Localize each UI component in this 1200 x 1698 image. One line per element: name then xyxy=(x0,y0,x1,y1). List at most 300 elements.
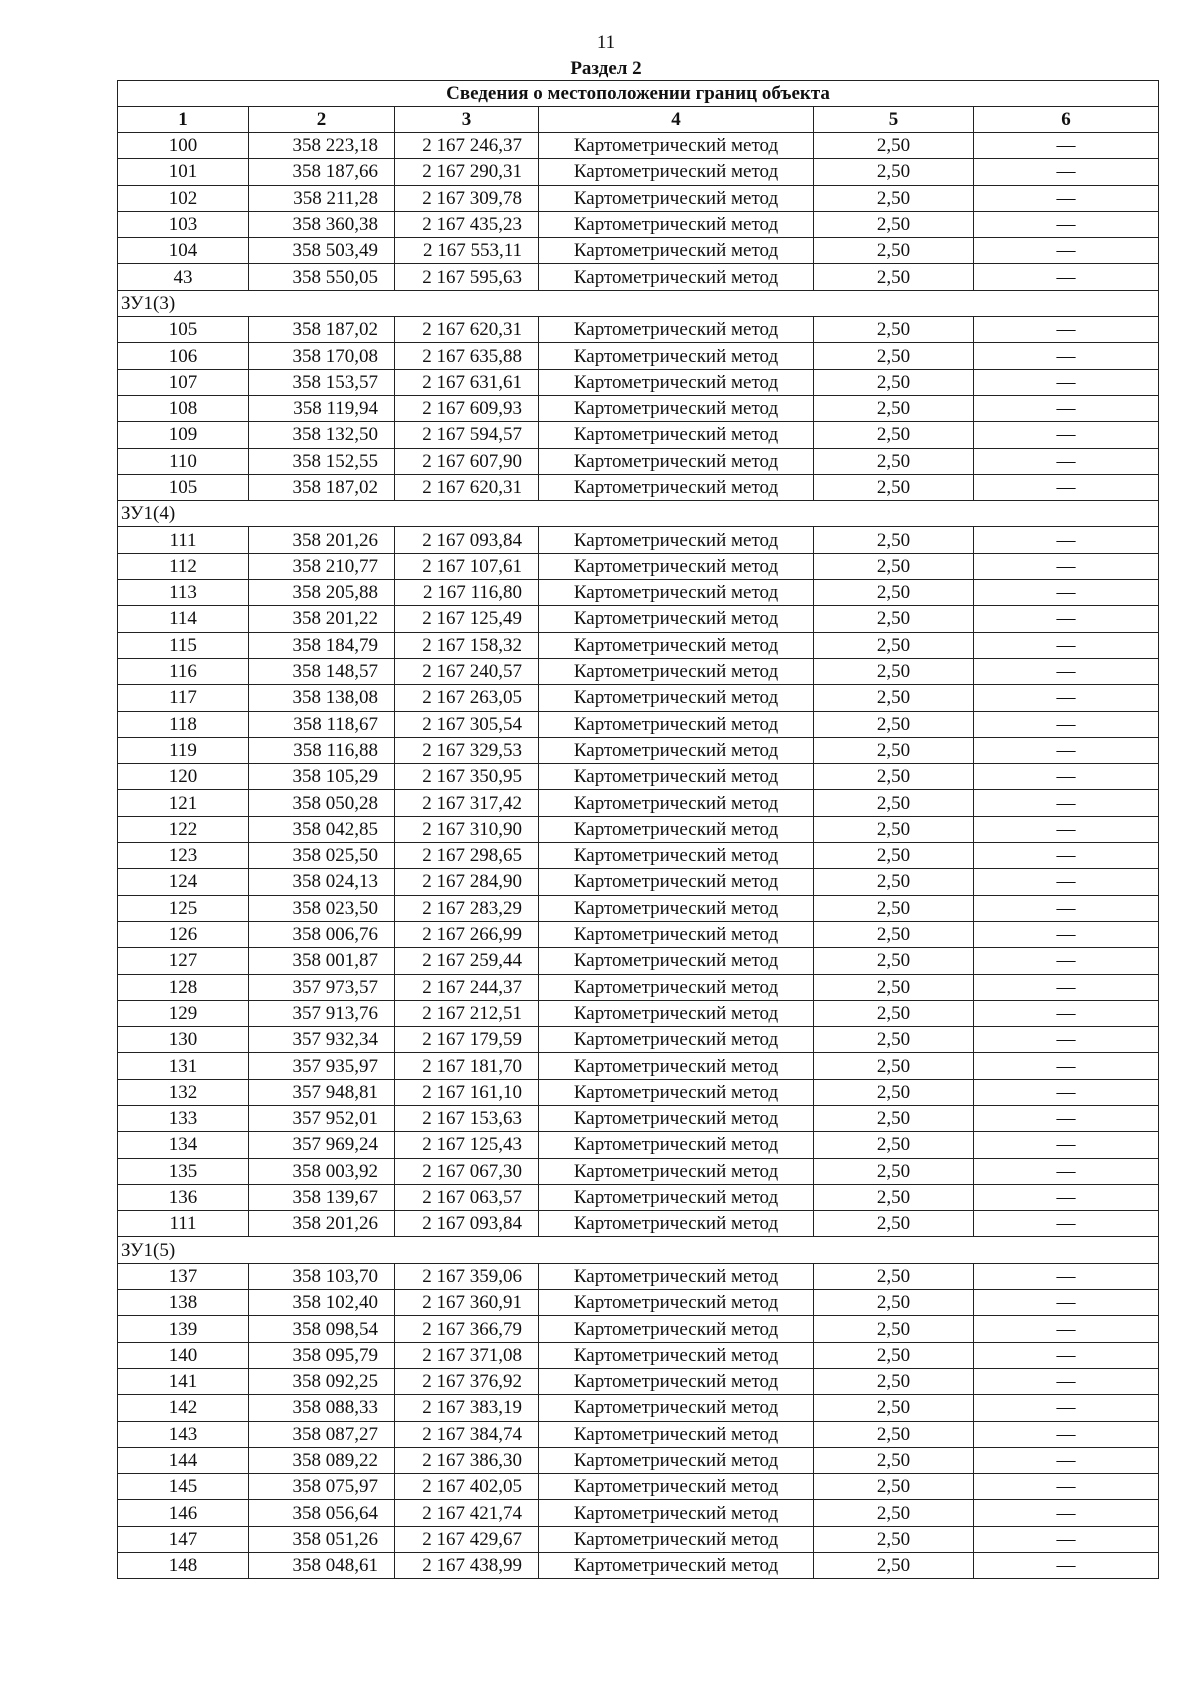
table-row xyxy=(118,1263,1159,1289)
method-cell: Картометрический метод xyxy=(539,185,814,211)
method-cell: Картометрический метод xyxy=(539,895,814,921)
point-number-cell: 123 xyxy=(118,843,249,869)
y-coordinate-cell: 2 167 244,37 xyxy=(395,974,539,1000)
accuracy-cell: 2,50 xyxy=(814,1184,974,1210)
y-coordinate-cell: 2 167 309,78 xyxy=(395,185,539,211)
point-number-cell: 102 xyxy=(118,185,249,211)
accuracy-cell: 2,50 xyxy=(814,1342,974,1368)
y-coordinate-cell: 2 167 310,90 xyxy=(395,816,539,842)
point-number-cell: 126 xyxy=(118,921,249,947)
method-cell: Картометрический метод xyxy=(539,869,814,895)
note-cell: — xyxy=(974,1526,1159,1552)
y-coordinate-cell: 2 167 290,31 xyxy=(395,159,539,185)
table-row xyxy=(118,948,1159,974)
y-coordinate-cell: 2 167 153,63 xyxy=(395,1105,539,1131)
accuracy-cell: 2,50 xyxy=(814,238,974,264)
method-cell: Картометрический метод xyxy=(539,1447,814,1473)
accuracy-cell: 2,50 xyxy=(814,343,974,369)
x-coordinate-cell: 357 973,57 xyxy=(249,974,395,1000)
table-row xyxy=(118,1526,1159,1552)
point-number-cell: 111 xyxy=(118,527,249,553)
x-coordinate-cell: 358 211,28 xyxy=(249,185,395,211)
point-number-cell: 118 xyxy=(118,711,249,737)
table-row xyxy=(118,1079,1159,1105)
method-cell: Картометрический метод xyxy=(539,1395,814,1421)
y-coordinate-cell: 2 167 107,61 xyxy=(395,553,539,579)
y-coordinate-cell: 2 167 125,49 xyxy=(395,606,539,632)
point-number-cell: 138 xyxy=(118,1290,249,1316)
method-cell: Картометрический метод xyxy=(539,1342,814,1368)
accuracy-cell: 2,50 xyxy=(814,1395,974,1421)
y-coordinate-cell: 2 167 179,59 xyxy=(395,1027,539,1053)
table-row xyxy=(118,185,1159,211)
method-cell: Картометрический метод xyxy=(539,711,814,737)
point-number-cell: 119 xyxy=(118,737,249,763)
method-cell: Картометрический метод xyxy=(539,658,814,684)
point-number-cell: 107 xyxy=(118,369,249,395)
table-row xyxy=(118,1342,1159,1368)
point-number-cell: 127 xyxy=(118,948,249,974)
y-coordinate-cell: 2 167 438,99 xyxy=(395,1553,539,1579)
y-coordinate-cell: 2 167 298,65 xyxy=(395,843,539,869)
y-coordinate-cell: 2 167 594,57 xyxy=(395,422,539,448)
point-number-cell: 135 xyxy=(118,1158,249,1184)
note-cell: — xyxy=(974,1079,1159,1105)
note-cell: — xyxy=(974,474,1159,500)
point-number-cell: 132 xyxy=(118,1079,249,1105)
note-cell: — xyxy=(974,317,1159,343)
point-number-cell: 106 xyxy=(118,343,249,369)
x-coordinate-cell: 358 153,57 xyxy=(249,369,395,395)
y-coordinate-cell: 2 167 116,80 xyxy=(395,580,539,606)
y-coordinate-cell: 2 167 161,10 xyxy=(395,1079,539,1105)
y-coordinate-cell: 2 167 212,51 xyxy=(395,1000,539,1026)
point-number-cell: 109 xyxy=(118,422,249,448)
method-cell: Картометрический метод xyxy=(539,1316,814,1342)
accuracy-cell: 2,50 xyxy=(814,1421,974,1447)
accuracy-cell: 2,50 xyxy=(814,658,974,684)
note-cell: — xyxy=(974,211,1159,237)
page-number: 11 xyxy=(596,32,616,53)
accuracy-cell: 2,50 xyxy=(814,974,974,1000)
table-row xyxy=(118,658,1159,684)
note-cell: — xyxy=(974,1211,1159,1237)
column-header: 5 xyxy=(814,107,974,133)
point-number-cell: 128 xyxy=(118,974,249,1000)
section-title: Раздел 2 xyxy=(570,58,642,79)
method-cell: Картометрический метод xyxy=(539,816,814,842)
table-row xyxy=(118,1184,1159,1210)
accuracy-cell: 2,50 xyxy=(814,553,974,579)
table-body xyxy=(118,133,1159,1579)
x-coordinate-cell: 358 187,02 xyxy=(249,474,395,500)
accuracy-cell: 2,50 xyxy=(814,133,974,159)
accuracy-cell: 2,50 xyxy=(814,843,974,869)
accuracy-cell: 2,50 xyxy=(814,1079,974,1105)
method-cell: Картометрический метод xyxy=(539,685,814,711)
method-cell: Картометрический метод xyxy=(539,1211,814,1237)
accuracy-cell: 2,50 xyxy=(814,1053,974,1079)
table-row xyxy=(118,737,1159,763)
column-header: 1 xyxy=(118,107,249,133)
note-cell: — xyxy=(974,632,1159,658)
coordinates-table xyxy=(117,80,1159,1579)
x-coordinate-cell: 358 006,76 xyxy=(249,921,395,947)
x-coordinate-cell: 358 023,50 xyxy=(249,895,395,921)
y-coordinate-cell: 2 167 259,44 xyxy=(395,948,539,974)
table-row xyxy=(118,343,1159,369)
y-coordinate-cell: 2 167 283,29 xyxy=(395,895,539,921)
y-coordinate-cell: 2 167 620,31 xyxy=(395,474,539,500)
group-header-row xyxy=(118,1237,1159,1263)
table-row xyxy=(118,1395,1159,1421)
table-row xyxy=(118,1553,1159,1579)
y-coordinate-cell: 2 167 435,23 xyxy=(395,211,539,237)
method-cell: Картометрический метод xyxy=(539,1053,814,1079)
x-coordinate-cell: 358 139,67 xyxy=(249,1184,395,1210)
note-cell: — xyxy=(974,580,1159,606)
method-cell: Картометрический метод xyxy=(539,264,814,290)
method-cell: Картометрический метод xyxy=(539,317,814,343)
table-row xyxy=(118,527,1159,553)
table-row xyxy=(118,1421,1159,1447)
y-coordinate-cell: 2 167 421,74 xyxy=(395,1500,539,1526)
point-number-cell: 148 xyxy=(118,1553,249,1579)
column-header-row xyxy=(118,107,1159,133)
table-row xyxy=(118,553,1159,579)
y-coordinate-cell: 2 167 093,84 xyxy=(395,527,539,553)
note-cell: — xyxy=(974,1368,1159,1394)
point-number-cell: 111 xyxy=(118,1211,249,1237)
method-cell: Картометрический метод xyxy=(539,1158,814,1184)
y-coordinate-cell: 2 167 125,43 xyxy=(395,1132,539,1158)
method-cell: Картометрический метод xyxy=(539,580,814,606)
table-row xyxy=(118,264,1159,290)
note-cell: — xyxy=(974,711,1159,737)
table-row xyxy=(118,606,1159,632)
x-coordinate-cell: 358 088,33 xyxy=(249,1395,395,1421)
column-header: 6 xyxy=(974,107,1159,133)
x-coordinate-cell: 358 048,61 xyxy=(249,1553,395,1579)
x-coordinate-cell: 358 152,55 xyxy=(249,448,395,474)
table-row xyxy=(118,1211,1159,1237)
group-label: ЗУ1(4) xyxy=(118,501,1159,527)
method-cell: Картометрический метод xyxy=(539,1500,814,1526)
note-cell: — xyxy=(974,264,1159,290)
accuracy-cell: 2,50 xyxy=(814,474,974,500)
accuracy-cell: 2,50 xyxy=(814,1500,974,1526)
x-coordinate-cell: 358 148,57 xyxy=(249,658,395,684)
note-cell: — xyxy=(974,1000,1159,1026)
table-row xyxy=(118,1053,1159,1079)
note-cell: — xyxy=(974,1132,1159,1158)
group-header-row xyxy=(118,501,1159,527)
y-coordinate-cell: 2 167 329,53 xyxy=(395,737,539,763)
y-coordinate-cell: 2 167 350,95 xyxy=(395,764,539,790)
accuracy-cell: 2,50 xyxy=(814,580,974,606)
accuracy-cell: 2,50 xyxy=(814,816,974,842)
group-label: ЗУ1(5) xyxy=(118,1237,1159,1263)
accuracy-cell: 2,50 xyxy=(814,1526,974,1552)
x-coordinate-cell: 358 025,50 xyxy=(249,843,395,869)
x-coordinate-cell: 357 913,76 xyxy=(249,1000,395,1026)
note-cell: — xyxy=(974,1395,1159,1421)
table-row xyxy=(118,816,1159,842)
x-coordinate-cell: 358 170,08 xyxy=(249,343,395,369)
y-coordinate-cell: 2 167 620,31 xyxy=(395,317,539,343)
note-cell: — xyxy=(974,553,1159,579)
note-cell: — xyxy=(974,238,1159,264)
table-row xyxy=(118,764,1159,790)
point-number-cell: 115 xyxy=(118,632,249,658)
table-row xyxy=(118,1500,1159,1526)
note-cell: — xyxy=(974,1316,1159,1342)
note-cell: — xyxy=(974,869,1159,895)
x-coordinate-cell: 358 223,18 xyxy=(249,133,395,159)
note-cell: — xyxy=(974,974,1159,1000)
x-coordinate-cell: 357 932,34 xyxy=(249,1027,395,1053)
table-row xyxy=(118,1447,1159,1473)
x-coordinate-cell: 358 003,92 xyxy=(249,1158,395,1184)
accuracy-cell: 2,50 xyxy=(814,921,974,947)
point-number-cell: 143 xyxy=(118,1421,249,1447)
accuracy-cell: 2,50 xyxy=(814,185,974,211)
accuracy-cell: 2,50 xyxy=(814,1368,974,1394)
note-cell: — xyxy=(974,843,1159,869)
x-coordinate-cell: 358 095,79 xyxy=(249,1342,395,1368)
y-coordinate-cell: 2 167 402,05 xyxy=(395,1474,539,1500)
table-row xyxy=(118,1316,1159,1342)
note-cell: — xyxy=(974,1027,1159,1053)
method-cell: Картометрический метод xyxy=(539,553,814,579)
method-cell: Картометрический метод xyxy=(539,1027,814,1053)
table-row xyxy=(118,711,1159,737)
table-row xyxy=(118,159,1159,185)
x-coordinate-cell: 358 102,40 xyxy=(249,1290,395,1316)
accuracy-cell: 2,50 xyxy=(814,1447,974,1473)
accuracy-cell: 2,50 xyxy=(814,1263,974,1289)
x-coordinate-cell: 358 118,67 xyxy=(249,711,395,737)
point-number-cell: 142 xyxy=(118,1395,249,1421)
point-number-cell: 131 xyxy=(118,1053,249,1079)
note-cell: — xyxy=(974,422,1159,448)
method-cell: Картометрический метод xyxy=(539,211,814,237)
table-row xyxy=(118,580,1159,606)
x-coordinate-cell: 358 201,22 xyxy=(249,606,395,632)
method-cell: Картометрический метод xyxy=(539,159,814,185)
point-number-cell: 129 xyxy=(118,1000,249,1026)
x-coordinate-cell: 358 098,54 xyxy=(249,1316,395,1342)
point-number-cell: 117 xyxy=(118,685,249,711)
accuracy-cell: 2,50 xyxy=(814,422,974,448)
point-number-cell: 110 xyxy=(118,448,249,474)
point-number-cell: 136 xyxy=(118,1184,249,1210)
x-coordinate-cell: 358 205,88 xyxy=(249,580,395,606)
x-coordinate-cell: 358 187,02 xyxy=(249,317,395,343)
y-coordinate-cell: 2 167 366,79 xyxy=(395,1316,539,1342)
note-cell: — xyxy=(974,921,1159,947)
accuracy-cell: 2,50 xyxy=(814,1158,974,1184)
point-number-cell: 121 xyxy=(118,790,249,816)
y-coordinate-cell: 2 167 595,63 xyxy=(395,264,539,290)
y-coordinate-cell: 2 167 384,74 xyxy=(395,1421,539,1447)
note-cell: — xyxy=(974,816,1159,842)
y-coordinate-cell: 2 167 266,99 xyxy=(395,921,539,947)
point-number-cell: 101 xyxy=(118,159,249,185)
y-coordinate-cell: 2 167 360,91 xyxy=(395,1290,539,1316)
method-cell: Картометрический метод xyxy=(539,448,814,474)
point-number-cell: 147 xyxy=(118,1526,249,1552)
table-row xyxy=(118,448,1159,474)
note-cell: — xyxy=(974,1421,1159,1447)
note-cell: — xyxy=(974,1158,1159,1184)
method-cell: Картометрический метод xyxy=(539,527,814,553)
table-row xyxy=(118,474,1159,500)
table-row xyxy=(118,211,1159,237)
accuracy-cell: 2,50 xyxy=(814,211,974,237)
table-row xyxy=(118,685,1159,711)
note-cell: — xyxy=(974,658,1159,684)
method-cell: Картометрический метод xyxy=(539,1263,814,1289)
note-cell: — xyxy=(974,1053,1159,1079)
x-coordinate-cell: 358 050,28 xyxy=(249,790,395,816)
method-cell: Картометрический метод xyxy=(539,369,814,395)
x-coordinate-cell: 358 092,25 xyxy=(249,1368,395,1394)
method-cell: Картометрический метод xyxy=(539,474,814,500)
table-row xyxy=(118,1368,1159,1394)
x-coordinate-cell: 358 119,94 xyxy=(249,395,395,421)
y-coordinate-cell: 2 167 305,54 xyxy=(395,711,539,737)
y-coordinate-cell: 2 167 386,30 xyxy=(395,1447,539,1473)
table-caption: Сведения о местоположении границ объекта xyxy=(118,81,1159,107)
group-header-row xyxy=(118,290,1159,316)
x-coordinate-cell: 357 948,81 xyxy=(249,1079,395,1105)
accuracy-cell: 2,50 xyxy=(814,632,974,658)
accuracy-cell: 2,50 xyxy=(814,1132,974,1158)
accuracy-cell: 2,50 xyxy=(814,895,974,921)
note-cell: — xyxy=(974,1184,1159,1210)
y-coordinate-cell: 2 167 263,05 xyxy=(395,685,539,711)
accuracy-cell: 2,50 xyxy=(814,685,974,711)
note-cell: — xyxy=(974,1263,1159,1289)
table-row xyxy=(118,1132,1159,1158)
note-cell: — xyxy=(974,895,1159,921)
note-cell: — xyxy=(974,606,1159,632)
note-cell: — xyxy=(974,764,1159,790)
note-cell: — xyxy=(974,343,1159,369)
table-row xyxy=(118,133,1159,159)
x-coordinate-cell: 358 503,49 xyxy=(249,238,395,264)
method-cell: Картометрический метод xyxy=(539,343,814,369)
x-coordinate-cell: 358 103,70 xyxy=(249,1263,395,1289)
table-row xyxy=(118,395,1159,421)
method-cell: Картометрический метод xyxy=(539,1000,814,1026)
method-cell: Картометрический метод xyxy=(539,395,814,421)
accuracy-cell: 2,50 xyxy=(814,1027,974,1053)
point-number-cell: 100 xyxy=(118,133,249,159)
note-cell: — xyxy=(974,527,1159,553)
y-coordinate-cell: 2 167 063,57 xyxy=(395,1184,539,1210)
note-cell: — xyxy=(974,1342,1159,1368)
x-coordinate-cell: 358 550,05 xyxy=(249,264,395,290)
y-coordinate-cell: 2 167 553,11 xyxy=(395,238,539,264)
x-coordinate-cell: 358 201,26 xyxy=(249,527,395,553)
table-row xyxy=(118,369,1159,395)
note-cell: — xyxy=(974,159,1159,185)
method-cell: Картометрический метод xyxy=(539,133,814,159)
x-coordinate-cell: 358 051,26 xyxy=(249,1526,395,1552)
point-number-cell: 105 xyxy=(118,474,249,500)
point-number-cell: 133 xyxy=(118,1105,249,1131)
point-number-cell: 146 xyxy=(118,1500,249,1526)
column-header: 3 xyxy=(395,107,539,133)
accuracy-cell: 2,50 xyxy=(814,1000,974,1026)
point-number-cell: 141 xyxy=(118,1368,249,1394)
y-coordinate-cell: 2 167 284,90 xyxy=(395,869,539,895)
y-coordinate-cell: 2 167 246,37 xyxy=(395,133,539,159)
table-row xyxy=(118,1158,1159,1184)
point-number-cell: 112 xyxy=(118,553,249,579)
x-coordinate-cell: 358 024,13 xyxy=(249,869,395,895)
accuracy-cell: 2,50 xyxy=(814,711,974,737)
accuracy-cell: 2,50 xyxy=(814,317,974,343)
x-coordinate-cell: 358 138,08 xyxy=(249,685,395,711)
method-cell: Картометрический метод xyxy=(539,843,814,869)
accuracy-cell: 2,50 xyxy=(814,264,974,290)
method-cell: Картометрический метод xyxy=(539,1079,814,1105)
method-cell: Картометрический метод xyxy=(539,1290,814,1316)
y-coordinate-cell: 2 167 376,92 xyxy=(395,1368,539,1394)
point-number-cell: 124 xyxy=(118,869,249,895)
point-number-cell: 113 xyxy=(118,580,249,606)
point-number-cell: 120 xyxy=(118,764,249,790)
y-coordinate-cell: 2 167 631,61 xyxy=(395,369,539,395)
table-row xyxy=(118,869,1159,895)
y-coordinate-cell: 2 167 359,06 xyxy=(395,1263,539,1289)
y-coordinate-cell: 2 167 371,08 xyxy=(395,1342,539,1368)
method-cell: Картометрический метод xyxy=(539,1368,814,1394)
method-cell: Картометрический метод xyxy=(539,632,814,658)
note-cell: — xyxy=(974,1447,1159,1473)
note-cell: — xyxy=(974,448,1159,474)
x-coordinate-cell: 358 187,66 xyxy=(249,159,395,185)
note-cell: — xyxy=(974,1105,1159,1131)
note-cell: — xyxy=(974,133,1159,159)
point-number-cell: 103 xyxy=(118,211,249,237)
note-cell: — xyxy=(974,1474,1159,1500)
table-row xyxy=(118,1000,1159,1026)
accuracy-cell: 2,50 xyxy=(814,764,974,790)
x-coordinate-cell: 358 132,50 xyxy=(249,422,395,448)
table-row xyxy=(118,790,1159,816)
table-row xyxy=(118,974,1159,1000)
column-header: 4 xyxy=(539,107,814,133)
point-number-cell: 125 xyxy=(118,895,249,921)
y-coordinate-cell: 2 167 609,93 xyxy=(395,395,539,421)
table-caption-row xyxy=(118,81,1159,107)
point-number-cell: 139 xyxy=(118,1316,249,1342)
table-row xyxy=(118,1027,1159,1053)
method-cell: Картометрический метод xyxy=(539,948,814,974)
table-row xyxy=(118,895,1159,921)
y-coordinate-cell: 2 167 240,57 xyxy=(395,658,539,684)
x-coordinate-cell: 358 105,29 xyxy=(249,764,395,790)
method-cell: Картометрический метод xyxy=(539,764,814,790)
table-row xyxy=(118,238,1159,264)
method-cell: Картометрический метод xyxy=(539,1526,814,1552)
x-coordinate-cell: 358 042,85 xyxy=(249,816,395,842)
x-coordinate-cell: 357 969,24 xyxy=(249,1132,395,1158)
